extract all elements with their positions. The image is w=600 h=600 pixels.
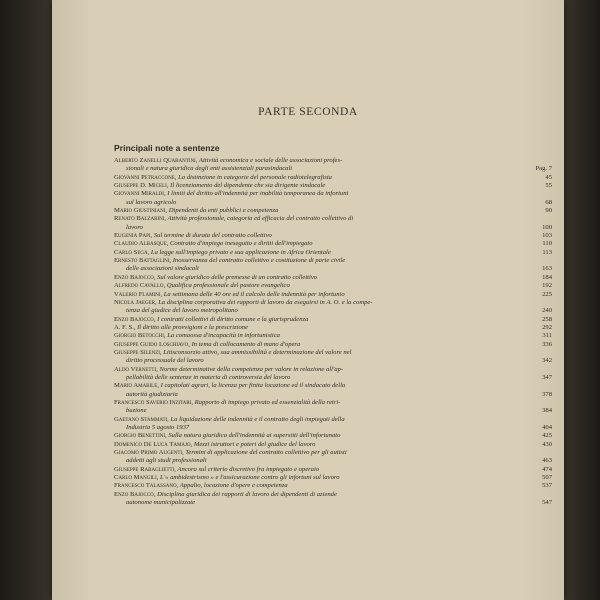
- entry-author: Nicola Jaeger: [114, 298, 155, 306]
- entry-title: , In tema di collocamento di mano d'opera: [188, 340, 301, 348]
- entry-page-number: 474: [542, 465, 552, 473]
- entry-line: [114, 232, 552, 240]
- entry-title-continued: sionali e natura giuridica degli enti assistenziali parasindacali: [126, 165, 293, 173]
- entry-line: [114, 474, 552, 482]
- entry-line-continued: [114, 165, 552, 173]
- entry-title: , Litisconsorzio attivo, sua ammissibilità e determinazione del valore nel: [159, 348, 352, 356]
- entry-title: , La distinzione in categorie del personale radiotelegrafista: [174, 173, 332, 181]
- entry-title: , Termini di applicazione del contratto collettivo per gli autisti: [182, 449, 347, 457]
- index-entry: [114, 282, 552, 290]
- entry-line: [114, 482, 552, 490]
- entry-title-continued: lavoro: [126, 223, 143, 231]
- entry-title: , L'« ambidestrismo » e l'assicurazione contro gli infortuni sul lavoro: [156, 474, 340, 482]
- entry-line-continued: [114, 199, 552, 207]
- entry-title: , Norme determinative della competenza per valore in relazione all'ap-: [156, 365, 344, 373]
- index-entry: [114, 474, 552, 482]
- entry-page-number: 113: [542, 248, 552, 256]
- entry-page-number: 292: [542, 323, 552, 331]
- entry-line: [114, 240, 552, 248]
- index-entry: [114, 240, 552, 248]
- entry-line: [114, 190, 552, 198]
- entry-author: Giuseppe D. Miceli: [114, 182, 167, 190]
- entry-title-continued: diritto processuale del lavoro: [126, 357, 204, 365]
- entry-page-number: 507: [542, 474, 552, 482]
- entry-author: Aldo Vernetti: [114, 365, 157, 373]
- index-entry: [114, 432, 552, 440]
- entry-author: Giuseppe Rabaglietti: [114, 465, 175, 473]
- index-entry: [114, 482, 552, 490]
- entry-title: , La settimana delle 40 ore ed il calcolo delle indennità per infortunio: [160, 290, 345, 298]
- entry-title-continued: buzione: [126, 407, 147, 415]
- entry-title-continued: Industria 5 agosto 1937: [126, 424, 190, 431]
- entry-line: [114, 332, 552, 340]
- entry-title: , Attività economica e sociale delle associazioni profes-: [195, 157, 343, 164]
- book-page: [52, 0, 564, 600]
- index-entry: [114, 257, 552, 274]
- entry-line-continued: [114, 357, 552, 365]
- entry-author: A. F. S.: [114, 323, 134, 331]
- entry-line: [114, 349, 552, 357]
- index-entry: [114, 232, 552, 240]
- entry-title: , La legge sull'impiego privato e sua applicazione in Africa Orientale: [147, 248, 331, 256]
- entry-author: Alberto Zanelli Quarantini: [114, 157, 196, 164]
- entry-page-number: 347: [542, 373, 552, 381]
- entry-author: Giovanni Petraccone: [114, 173, 175, 181]
- entry-author: Giovanni Miraldi: [114, 190, 164, 198]
- entry-title: , Appalto, locazione d'opere e competenza: [176, 482, 288, 490]
- entry-author: Gaetano Stammati: [114, 415, 168, 423]
- entry-line-continued: [114, 374, 552, 382]
- entry-title: , I contratti collettivi di diritto comune e la giurisprudenza: [153, 315, 309, 323]
- index-entry: [114, 215, 552, 232]
- entry-line: [114, 274, 552, 282]
- index-entry: [114, 382, 552, 399]
- index-entry: [114, 291, 552, 299]
- entry-title: , Sul termine di durata del contratto collettivo: [150, 232, 272, 240]
- entry-author: Mario Giustiniani: [114, 207, 166, 215]
- index-entry: [114, 190, 552, 207]
- entry-author: Giorgio Benettini: [114, 432, 166, 440]
- entry-line: [114, 316, 552, 324]
- entry-line: [114, 324, 552, 332]
- entry-page-number: 90: [545, 207, 552, 215]
- entry-page-number: 547: [542, 499, 552, 507]
- entry-title: , Rapporto di impiego privato ed essenzialità della retri-: [191, 398, 341, 406]
- section-heading: Principali note a sentenze: [114, 143, 220, 153]
- entry-page-number: 430: [542, 440, 552, 448]
- entry-author: Claudio Albasque: [114, 240, 167, 248]
- entry-line: [114, 182, 552, 190]
- entry-line: [114, 157, 552, 165]
- entry-title-continued: pellabilità delle sentenze in materia di controversia del lavoro: [126, 373, 291, 381]
- entry-title: , La comaossa d'incapacità in infortunistica: [163, 332, 280, 340]
- entry-line-continued: [114, 265, 552, 273]
- index-entry: [114, 332, 552, 340]
- entry-page-number: 163: [542, 265, 552, 273]
- entry-line-continued: [114, 391, 552, 399]
- entry-page-number: 384: [542, 407, 552, 415]
- entry-page-number: 55: [545, 182, 552, 190]
- entry-title-continued: sul lavoro agricolo: [126, 198, 177, 206]
- entry-line: [114, 299, 552, 307]
- entry-title: , Ancora sul criterio discretivo fra impiegato e operaio: [174, 465, 320, 473]
- index-entry: [114, 249, 552, 257]
- entry-page-number: 342: [542, 357, 552, 365]
- index-entry: [114, 466, 552, 474]
- entry-line: [114, 282, 552, 290]
- entry-page-number: 192: [542, 282, 552, 290]
- entry-line-continued: [114, 407, 552, 415]
- entry-author: Eugenia Papi: [114, 232, 151, 240]
- entry-title-continued: autonome municipalizzate: [126, 499, 196, 507]
- entry-title-continued: delle associazioni sindacali: [126, 265, 199, 273]
- index-entry: [114, 182, 552, 190]
- index-entry: [114, 441, 552, 449]
- entry-title-continued: autorità giudiziaria: [126, 390, 178, 398]
- entry-line-continued: [114, 499, 552, 507]
- binding-shadow-left: [0, 0, 52, 600]
- entry-page-number: 100: [542, 223, 552, 231]
- entry-title-continued: tenza del giudice del lavoro metropolitano: [126, 307, 238, 315]
- binding-shadow-right: [564, 0, 600, 600]
- entry-page-number: 378: [542, 390, 552, 398]
- index-entry: [114, 399, 552, 416]
- entry-page-number: 68: [545, 198, 552, 206]
- entry-line: [114, 491, 552, 499]
- entry-page-number: 537: [542, 482, 552, 490]
- entry-line: [114, 441, 552, 449]
- entry-title: , La liquidazione delle indennità e il contratto degli impiegati della: [167, 415, 345, 423]
- entry-author: Alfredo Cavallo: [114, 282, 164, 290]
- entry-line: [114, 399, 552, 407]
- entry-author: Enzo Bajocco: [114, 490, 154, 498]
- index-entry: [114, 274, 552, 282]
- entry-author: Giuseppe Silenzi: [114, 348, 160, 356]
- entry-author: Giorgio Betocchi: [114, 332, 164, 340]
- entry-page-number: 110: [542, 240, 552, 248]
- entry-title: , Qualifica professionale del pastore evangelico: [163, 282, 290, 290]
- entry-author: Francesco Saverio Inzitari: [114, 398, 192, 406]
- entry-line: [114, 257, 552, 265]
- entry-line: [114, 174, 552, 182]
- entry-page-number: 45: [545, 173, 552, 181]
- part-title: PARTE SECONDA: [258, 106, 358, 118]
- entry-page-number: 103: [542, 232, 552, 240]
- entry-title: , Disciplina giuridica dei rapporti di lavoro dei dipendenti di aziende: [153, 490, 337, 498]
- entry-author: Domenico De Luca Tamajo: [114, 440, 191, 448]
- entry-line-continued: [114, 224, 552, 232]
- entry-line: [114, 341, 552, 349]
- index-entry: [114, 341, 552, 349]
- entry-author: Carlo Mangili: [114, 474, 157, 482]
- entry-line: [114, 466, 552, 474]
- entry-author: Mario Amabile: [114, 382, 158, 390]
- entry-line: [114, 215, 552, 223]
- entry-line: [114, 249, 552, 257]
- index-entry: [114, 324, 552, 332]
- entry-author: Valerio Flamini: [114, 290, 161, 298]
- entry-author: Carlo Sega: [114, 248, 148, 256]
- entry-line-continued: [114, 424, 552, 432]
- entry-line: [114, 291, 552, 299]
- entry-title: , La disciplina corporativa dei rapporti di lavoro da eseguirsi in A. O. e la compe-: [154, 298, 373, 306]
- entry-title: , Attività professionale, categoria ed efficacia del contratto collettivo di: [164, 215, 354, 223]
- entry-title: , Sulla natura giuridica dell'indennità ai superstiti dell'infortunato: [165, 432, 341, 440]
- entry-page-number: 225: [542, 290, 552, 298]
- index-entry: [114, 366, 552, 383]
- entry-author: Giuseppe Guido Loschiavo: [114, 340, 189, 348]
- index-entry: [114, 491, 552, 508]
- entry-page-number: 311: [542, 332, 552, 340]
- entry-page-number: 184: [542, 273, 552, 281]
- entry-author: Enzo Bajocco: [114, 273, 154, 281]
- index-entry: [114, 416, 552, 433]
- entry-page-number: Pag. 7: [535, 165, 552, 173]
- index-entries: [114, 157, 552, 507]
- entry-title-continued: addetti agli studi professionali: [126, 457, 207, 465]
- entry-title: , Dipendenti da enti pubblici e competenza: [165, 207, 279, 215]
- entry-page-number: 336: [542, 340, 552, 348]
- entry-author: Renato Balzarini: [114, 215, 165, 223]
- entry-title: , Contratto d'impiego ineseguito e diritti dell'impiegato: [166, 240, 313, 248]
- entry-line: [114, 207, 552, 215]
- entry-line: [114, 449, 552, 457]
- index-entry: [114, 299, 552, 316]
- index-entry: [114, 349, 552, 366]
- entry-line: [114, 432, 552, 440]
- entry-page-number: 463: [542, 457, 552, 465]
- entry-line-continued: [114, 307, 552, 315]
- entry-page-number: 258: [542, 315, 552, 323]
- entry-page-number: 240: [542, 307, 552, 315]
- entry-line: [114, 382, 552, 390]
- entry-author: Giacomo Primo Augenti: [114, 449, 183, 457]
- entry-title: , Il licenziamento del dipendente che sia dirigente sindacale: [166, 182, 326, 190]
- index-entry: [114, 316, 552, 324]
- entry-title: , I capitolati agrari, la licenza per finita locazione ed il sindacato della: [157, 382, 346, 390]
- index-entry: [114, 449, 552, 466]
- entry-author: Enzo Bajocco: [114, 315, 154, 323]
- entry-title: , Inosservanza del contratto collettivo e costituzione di parte civile: [169, 257, 346, 265]
- entry-line-continued: [114, 457, 552, 465]
- entry-title: , I limiti del diritto all'indennità per inabilità temporanea da infortuni: [163, 190, 349, 198]
- entry-page-number: 404: [542, 424, 552, 431]
- index-entry: [114, 174, 552, 182]
- entry-title: , Il diritto alle provvigioni e la prescrizione: [133, 323, 248, 331]
- entry-author: Ernesto Battaglini: [114, 257, 170, 265]
- entry-title: , Mezzi istruttori e poteri del giudice del lavoro: [190, 440, 316, 448]
- entry-line: [114, 416, 552, 424]
- entry-line: [114, 366, 552, 374]
- index-entry: [114, 207, 552, 215]
- entry-author: Francesco Talassano: [114, 482, 177, 490]
- index-entry: [114, 157, 552, 174]
- entry-title: , Sul valore giuridico delle premesse di un contratto collettivo: [153, 273, 318, 281]
- entry-page-number: 425: [542, 432, 552, 440]
